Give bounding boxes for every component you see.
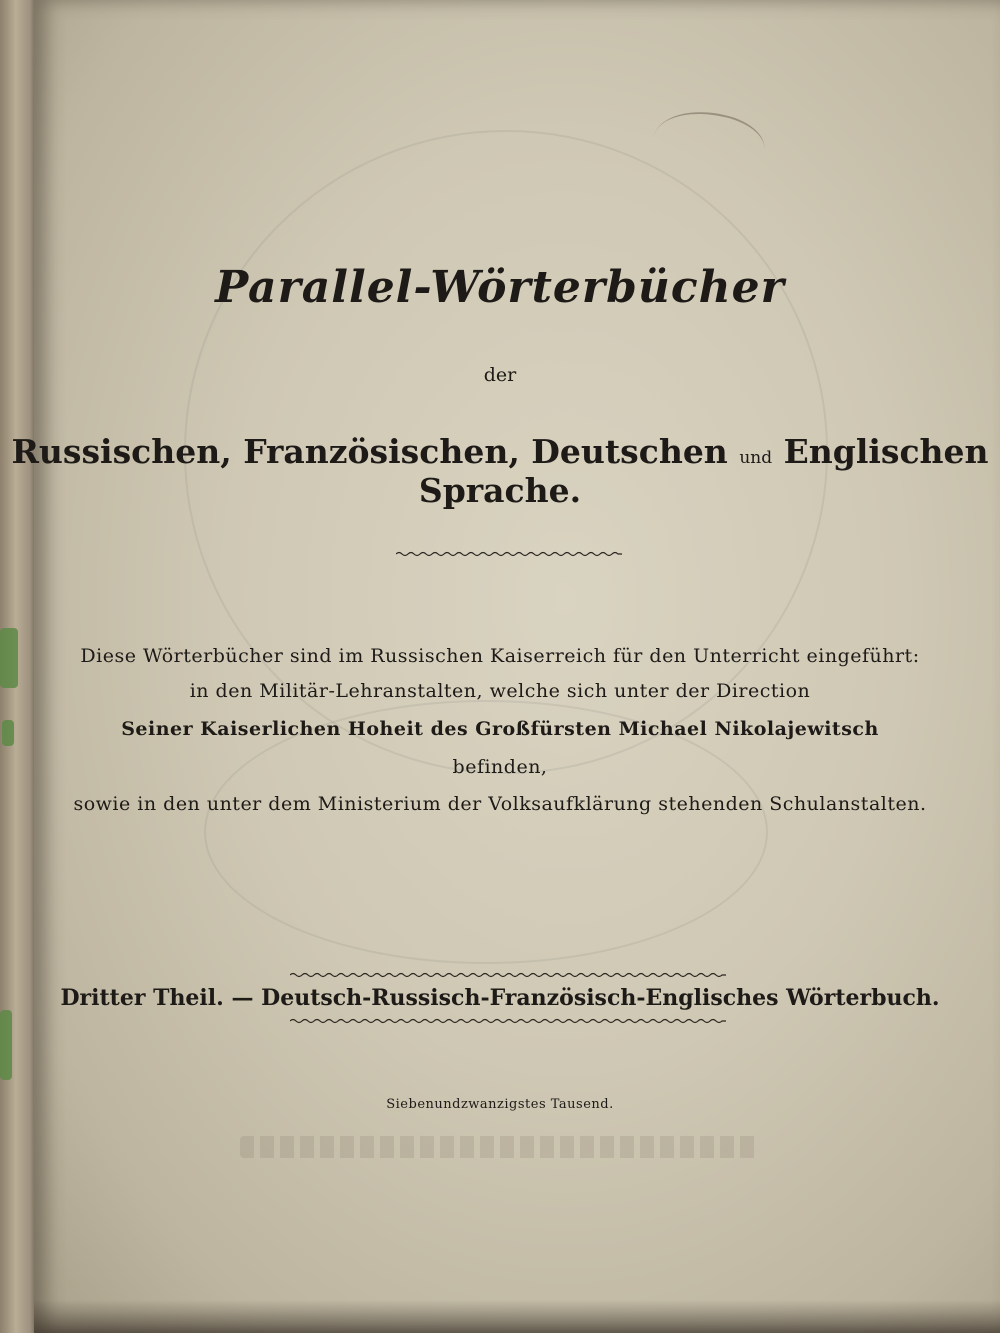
bottom-shadow <box>34 1300 1000 1333</box>
green-stain <box>0 1010 12 1080</box>
volume-part: Dritter Theil. — Deutsch-Russisch-Französisch-Englisches Wörterbuch. <box>60 985 940 1011</box>
book-subtitle <box>0 432 1000 510</box>
title-connector: der <box>483 364 517 386</box>
wavy-rule <box>396 551 622 557</box>
description-line: befinden, <box>452 756 548 778</box>
subtitle-end: Englischen Sprache. <box>418 432 989 510</box>
edition-note: Siebenundzwanzigstes Tausend. <box>386 1097 614 1112</box>
wavy-rule <box>290 972 726 978</box>
description-line: Diese Wörterbücher sind im Russischen Kaiserreich für den Unterricht eingeführt: <box>80 645 920 667</box>
wavy-rule <box>290 1018 726 1024</box>
faded-imprint <box>240 1136 760 1158</box>
description-line: Seiner Kaiserlichen Hoheit des Großfürsten Michael Nikolajewitsch <box>121 718 879 740</box>
description-line: sowie in den unter dem Ministerium der Volksaufklärung stehenden Schulanstalten. <box>73 793 927 815</box>
book-title: Parallel-Wörterbücher <box>215 262 785 313</box>
subtitle-und: und <box>739 448 773 468</box>
subtitle-languages: Russischen, Französischen, Deutschen <box>11 432 728 471</box>
description-line: in den Militär-Lehranstalten, welche sich unter der Direction <box>189 680 811 702</box>
